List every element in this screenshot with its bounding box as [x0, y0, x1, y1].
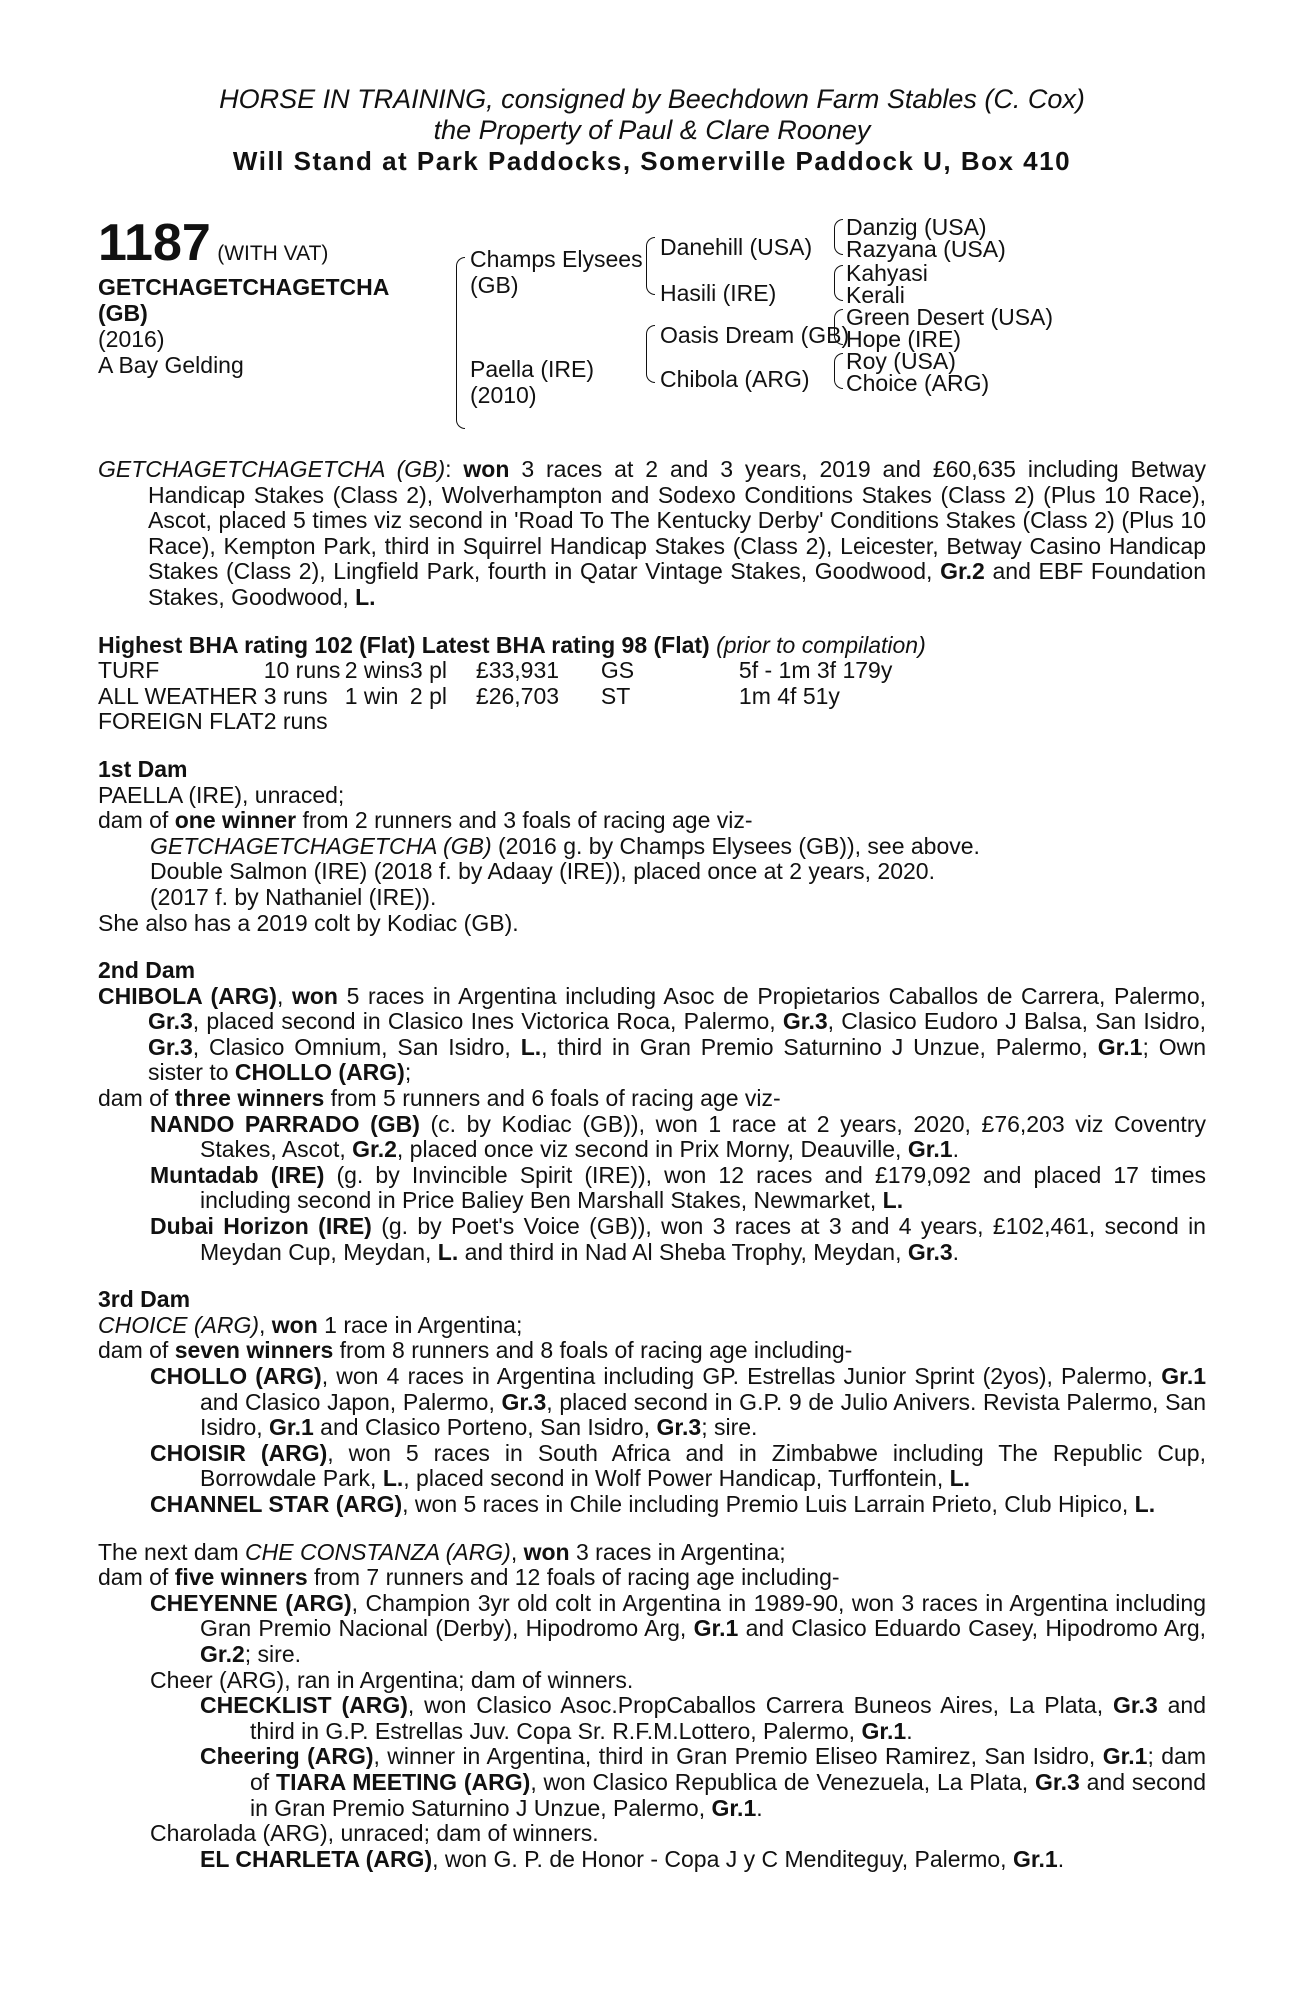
race-record-table: [98, 658, 892, 735]
list-item: GETCHAGETCHAGETCHA (GB) (2016 g. by Champs Elysees (GB)), see above.: [150, 832, 980, 859]
property-line: the Property of Paul & Clare Rooney: [433, 115, 871, 145]
dam-line-brace: [646, 325, 655, 383]
third-dam-record: CHOICE (ARG), won 1 race in Argentina;: [98, 1311, 523, 1338]
list-item: Charolada (ARG), unraced; dam of winners.: [150, 1820, 599, 1847]
dam-sire-dam: Hope (IRE): [846, 326, 962, 352]
sire-country: (GB): [470, 272, 519, 298]
second-dam-produce-line: dam of three winners from 5 runners and 6 foals of racing age viz-: [98, 1085, 781, 1112]
dam: Paella (IRE): [470, 356, 594, 382]
vat-note: (WITH VAT): [217, 242, 329, 265]
dam-dam-sire: Roy (USA): [846, 348, 956, 374]
next-dam-record: The next dam CHE CONSTANZA (ARG), won 3 races in Argentina;: [98, 1538, 786, 1565]
list-item: CHEYENNE (ARG), Champion 3yr old colt in Argentina in 1989-90, won 3 races in Argentina including Gran Premio Nacional (Derby), Hipodromo Arg, Gr.1 and Clasico Eduardo Casey, Hipodromo Arg, Gr.2; sire.: [150, 1589, 1206, 1667]
catalogue-page: [98, 84, 1206, 1872]
sire-dam-brace: [456, 257, 465, 429]
second-dam-heading: 2nd Dam: [98, 957, 196, 984]
list-item: Double Salmon (IRE) (2018 f. by Adaay (IRE)), placed once at 2 years, 2020.: [150, 858, 935, 885]
first-dam-produce-line: dam of one winner from 2 runners and 3 foals of racing age viz-: [98, 807, 753, 834]
dam-dam: Chibola (ARG): [660, 366, 810, 392]
first-dam-line: PAELLA (IRE), unraced;: [98, 781, 345, 808]
dam-sire: Oasis Dream (GB): [660, 322, 850, 348]
sire-dam-sire: Kahyasi: [846, 260, 928, 286]
list-item: Muntadab (IRE) (g. by Invincible Spirit (IRE)), won 12 races and £179,092 and placed 17 times including second in Price Baliey Ben Marshall Stakes, Newmarket, L.: [150, 1161, 1206, 1214]
foaling-year: (2016): [98, 326, 165, 352]
list-item: CHANNEL STAR (ARG), won 5 races in Chile including Premio Luis Larrain Prieto, Club Hipico, L.: [150, 1490, 1156, 1517]
third-dam-heading: 3rd Dam: [98, 1286, 191, 1313]
horse-name: GETCHAGETCHAGETCHA: [98, 274, 390, 300]
sire-sire-dam: Razyana (USA): [846, 236, 1006, 262]
sire-dam: Hasili (IRE): [660, 280, 777, 306]
list-item: CHOLLO (ARG), won 4 races in Argentina including GP. Estrellas Junior Sprint (2yos), Palermo, Gr.1 and Clasico Japon, Palermo, Gr.3, placed second in G.P. 9 de Julio Anivers. Revista Palermo, San Isidro, Gr.1 and Clasico Porteno, San Isidro, Gr.3; sire.: [150, 1363, 1207, 1441]
sire-sire: Danehill (USA): [660, 234, 813, 260]
dam-sire-sire: Green Desert (USA): [846, 304, 1054, 330]
pedigree-block: [98, 207, 1206, 457]
sire-line-brace: [646, 237, 655, 295]
list-item: NANDO PARRADO (GB) (c. by Kodiac (GB)), won 1 race at 2 years, 2020, £76,203 viz Coventry Stakes, Ascot, Gr.2, placed once viz second in Prix Morny, Deauville, Gr.1.: [150, 1110, 1206, 1163]
horse-description: A Bay Gelding: [98, 352, 244, 378]
rating-line: Highest BHA rating 102 (Flat) Latest BHA rating 98 (Flat) (prior to compilation): [98, 631, 926, 658]
list-item: CHECKLIST (ARG), won Clasico Asoc.PropCaballos Carrera Buneos Aires, La Plata, Gr.3 and third in G.P. Estrellas Juv. Copa Sr. R.F.M.Lottero, Palermo, Gr.1.: [200, 1692, 1206, 1744]
dam-dam-dam: Choice (ARG): [846, 370, 990, 396]
list-item: (2017 f. by Nathaniel (IRE)).: [150, 883, 437, 910]
list-item: Cheer (ARG), ran in Argentina; dam of winners.: [150, 1666, 634, 1693]
gg-brace-3: [834, 309, 843, 345]
stand-line: Will Stand at Park Paddocks, Somerville Paddock U, Box 410: [232, 146, 1072, 176]
gg-brace-1: [834, 219, 843, 255]
first-dam-heading: 1st Dam: [98, 755, 188, 782]
table-row: ALL WEATHER 3 runs 1 win 2 pl £26,703 ST 1m 4f 51y: [98, 682, 840, 709]
next-dam-produce-line: dam of five winners from 7 runners and 12 foals of racing age including-: [98, 1564, 840, 1591]
list-item: EL CHARLETA (ARG), won G. P. de Honor - Copa J y C Menditeguy, Palermo, Gr.1.: [200, 1845, 1065, 1872]
sire-sire-sire: Danzig (USA): [846, 214, 987, 240]
list-item: Cheering (ARG), winner in Argentina, third in Gran Premio Eliseo Ramirez, San Isidro, Gr.1; dam of TIARA MEETING (ARG), won Clasico Republica de Venezuela, La Plata, Gr.3 and second in Gran Premio Saturnino J Unzue, Palermo, Gr.1.: [200, 1743, 1206, 1821]
dam-year: (2010): [470, 382, 537, 408]
first-dam-note: She also has a 2019 colt by Kodiac (GB).: [98, 909, 519, 936]
third-dam-produce-line: dam of seven winners from 8 runners and 8 foals of racing age including-: [98, 1337, 853, 1364]
lot-number: 1187: [98, 214, 211, 272]
lot-number-line: [98, 214, 329, 272]
table-row: FOREIGN FLAT 2 runs: [98, 708, 328, 735]
gg-brace-2: [834, 265, 843, 301]
second-dam-record: CHIBOLA (ARG), won 5 races in Argentina including Asoc de Propietarios Caballos de Carrera, Palermo, Gr.3, placed second in Clasico Ines Victorica Roca, Palermo, Gr.3, Clasico Eudoro J Balsa, San Isidro, Gr.3, Clasico Omnium, San Isidro, L., third in Gran Premio Saturnino J Unzue, Palermo, Gr.1; Own sister to CHOLLO (ARG);: [98, 982, 1207, 1086]
sire: Champs Elysees: [470, 246, 643, 272]
horse-country: (GB): [98, 300, 148, 326]
table-row: TURF 10 runs 2 wins 3 pl £33,931 GS 5f - 1m 3f 179y: [98, 657, 893, 684]
list-item: Dubai Horizon (IRE) (g. by Poet's Voice (GB)), won 3 races at 3 and 4 years, £102,461, second in Meydan Cup, Meydan, L. and third in Nad Al Sheba Trophy, Meydan, Gr.3.: [150, 1213, 1206, 1265]
gg-brace-4: [834, 353, 843, 389]
sire-dam-dam: Kerali: [846, 282, 905, 308]
consignor-line: HORSE IN TRAINING, consigned by Beechdown Farm Stables (C. Cox): [219, 84, 1085, 114]
list-item: CHOISIR (ARG), won 5 races in South Africa and in Zimbabwe including The Republic Cup, Borrowdale Park, L., placed second in Wolf Power Handicap, Turffontein, L.: [150, 1439, 1206, 1492]
horse-summary: GETCHAGETCHAGETCHA (GB): won 3 races at 2 and 3 years, 2019 and £60,635 including Betway Handicap Stakes (Class 2), Wolverhampton and Sodexo Conditions Stakes (Class 2) (Plus 10 Race), Ascot, placed 5 times viz second in 'Road To The Kentucky Derby' Conditions Stakes (Class 2) (Plus 10 Race), Kempton Park, third in Squirrel Handicap Stakes (Class 2), Leicester, Betway Casino Handicap Stakes (Class 2), Lingfield Park, fourth in Qatar Vintage Stakes, Goodwood, Gr.2 and EBF Foundation Stakes, Goodwood, L.: [98, 456, 1206, 610]
